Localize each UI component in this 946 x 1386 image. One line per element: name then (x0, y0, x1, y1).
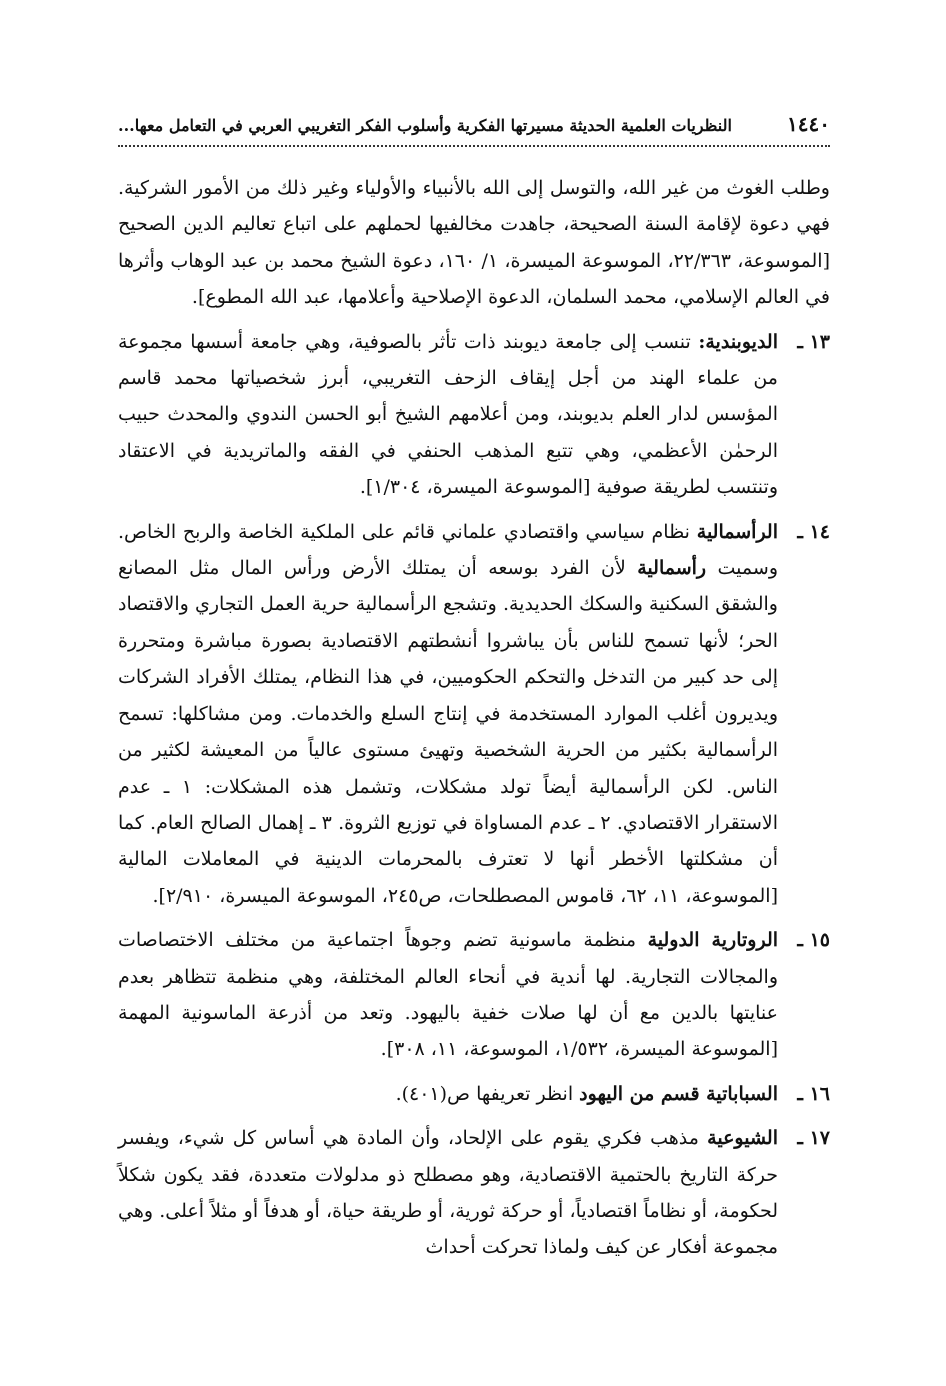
entry-number: ١٥ ـ (797, 929, 830, 952)
entry-emphasis: رأسمالية (637, 557, 707, 580)
entry-text: لأن الفرد بوسعه أن يمتلك الأرض ورأس المال مثل المصانع والشقق السكنية والسكك الحديدية. وتشجع الرأسمالية حرية العمل التجاري والاقتصاد الحر؛ لأنها تسمح للناس بأن يباشروا أنشطتهم الاقتصادية بصورة مباشرة ومتحررة إلى حد كبير من التدخل والتحكم الحكوميين، في هذا النظام، يمتلك الأفراد الشركات ويديرون أغلب الموارد المستخدمة في إنتاج السلع والخدمات. ومن مشاكلها: تسمح الرأسمالية بكثير من الحرية الشخصية وتهيئ مستوى عالياً من المعيشة لكثير من الناس. لكن الرأسمالية أيضاً تولد مشكلات، وتشمل هذه المشكلات: ١ ـ عدم الاستقرار الاقتصادي. ٢ ـ عدم المساواة في توزيع الثروة. ٣ ـ إهمال الصالح العام. كما أن مشكلتها الأخطر أنها لا تعترف بالمحرمات الدينية في المعاملات المالية [الموسوعة، ١١، ٦٢، قاموس المصطلحات، ص٢٤٥، الموسوعة الميسرة، ٢/٩١٠]. (118, 557, 778, 907)
entry-term: الشيوعية (707, 1127, 778, 1150)
running-title: النظريات العلمية الحديثة مسيرتها الفكرية وأسلوب الفكر التغريبي العربي في التعامل معها... (118, 116, 732, 135)
entry-number: ١٧ ـ (797, 1127, 830, 1150)
entry-text: منظمة ماسونية تضم وجوهاً اجتماعية من مختلف الاختصاصات والمجالات التجارية. لها أندية في أنحاء العالم المختلفة، وهي منظمة تتظاهر بعدم عنايتها بالدين مع أن لها صلات خفية باليهود. وتعد من أذرعة الماسونية المهمة [الموسوعة الميسرة، ١/٥٣٢، الموسوعة، ١١، ٣٠٨]. (118, 929, 778, 1061)
page-header (118, 112, 830, 136)
entry-13 (118, 324, 830, 506)
entry-number: ١٣ ـ (797, 330, 830, 353)
entry-15 (118, 922, 830, 1068)
entry-term: الرأسمالية (696, 520, 778, 543)
entry-number: ١٤ ـ (797, 520, 830, 543)
entry-16 (118, 1076, 830, 1112)
header-divider (118, 145, 830, 147)
entry-text: مذهب فكري يقوم على الإلحاد، وأن المادة هي أساس كل شيء، ويفسر حركة التاريخ بالحتمية الاقتصادية، وهو مصطلح ذو مدلولات متعددة، فقد يكون شكلاً لحكومة، أو نظاماً اقتصادياً، أو حركة ثورية، أو طريقة حياة، أو هدفاً أو مثلاً أعلى. وهي مجموعة أفكار عن كيف ولماذا تحركت أحداث (118, 1127, 778, 1259)
page-number: ١٤٤٠ (787, 112, 830, 136)
entry-term: السباباتية قسم من اليهود (579, 1082, 778, 1105)
entry-term: الديوبندية: (698, 330, 778, 353)
entry-text: نظام سياسي واقتصادي علماني قائم على الملكية الخاصة والربح الخاص. وسميت (118, 520, 778, 580)
entry-text: تنسب إلى جامعة ديوبند ذات تأثر بالصوفية، وهي جامعة أسسها مجموعة من علماء الهند من أجل إيقاف الزحف التغريبي، أبرز شخصياتها محمد قاسم المؤسس لدار العلم بديوبند، ومن أعلامهم الشيخ أبو الحسن الندوي والمحدث حبيب الرحمٰن الأعظمي، وهي تتبع المذهب الحنفي في الفقه والماتريدية في الاعتقاد وتنتسب لطريقة صوفية [الموسوعة الميسرة، ١/٣٠٤]. (118, 330, 778, 499)
entry-number: ١٦ ـ (797, 1082, 830, 1105)
entry-term: الروتارية الدولية (647, 929, 779, 952)
entry-17 (118, 1120, 830, 1266)
entry-text: انظر تعريفها ص(٤٠١). (395, 1082, 580, 1105)
page-body (118, 170, 830, 1274)
continuation-paragraph: وطلب الغوث من غير الله، والتوسل إلى الله بالأنبياء والأولياء وغير ذلك من الأمور الشركية. فهي دعوة لإقامة السنة الصحيحة، جاهدت مخالفيها لحملهم على اتباع تعاليم الدين الصحيح [الموسوعة، ٢٢/٣٦٣، الموسوعة الميسرة، ١/ ١٦٠، دعوة الشيخ محمد بن عبد الوهاب وأثرها في العالم الإسلامي، محمد السلمان، الدعوة الإصلاحية وأعلامها، عبد الله المطوع]. (118, 177, 830, 309)
entry-14 (118, 514, 830, 914)
